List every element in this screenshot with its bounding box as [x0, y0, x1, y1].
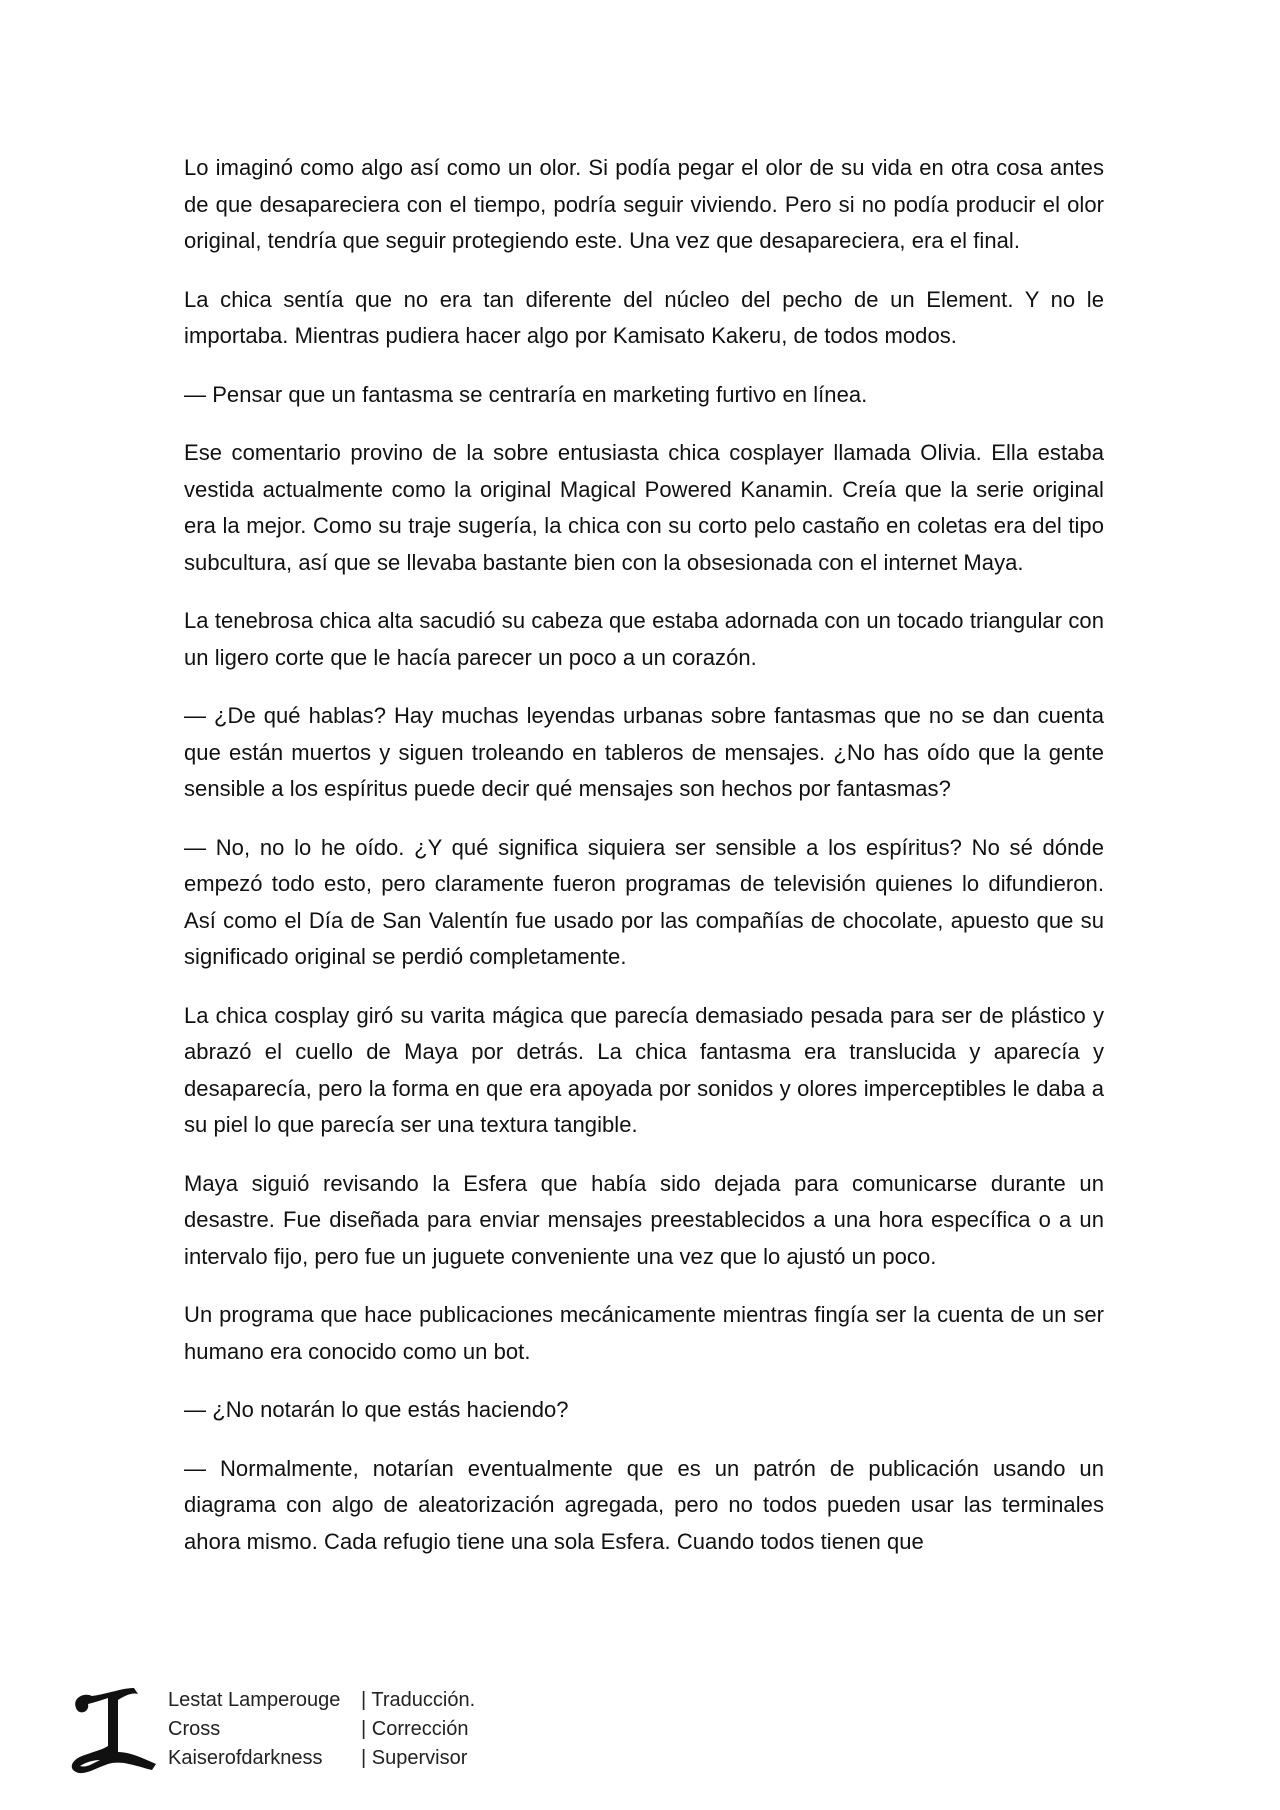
credit-name: Cross [168, 1718, 221, 1740]
credit-name: Kaiserofdarkness [168, 1747, 323, 1769]
paragraph-7: — No, no lo he oído. ¿Y qué significa siquiera ser sensible a los espíritus? No sé dónde empezó todo esto, pero claramente fueron programas de televisión quienes lo difundieron. Así como el Día de San Valentín fue usado por las compañías de chocolate, apuesto que su significado original se perdió completamente. [184, 834, 1104, 969]
paragraph-9: Maya siguió revisando la Esfera que había sido dejada para comunicarse durante un desastre. Fue diseñada para enviar mensajes preestablecidos a una hora específica o a un intervalo fijo, pero fue un juguete conveniente una vez que lo ajustó un poco. [184, 1170, 1104, 1269]
credit-role: | Traducción. [361, 1689, 476, 1711]
credits-footer [62, 1686, 662, 1786]
credit-role: | Supervisor [361, 1747, 468, 1769]
credit-row [168, 1686, 475, 1715]
credits-list [168, 1686, 475, 1773]
credit-role: | Corrección [361, 1718, 469, 1740]
credit-row [168, 1715, 475, 1744]
credit-name: Lestat Lamperouge [168, 1689, 341, 1711]
paragraph-4: Ese comentario provino de la sobre entusiasta chica cosplayer llamada Olivia. Ella estaba vestida actualmente como la original Magical Powered Kanamin. Creía que la serie original era la mejor. Como su traje sugería, la chica con su corto pelo castaño en coletas era del tipo subcultura, así que se llevaba bastante bien con la obsesionada con el internet Maya. [184, 440, 1104, 575]
paragraph-1: Lo imaginó como algo así como un olor. Si podía pegar el olor de su vida en otra cosa antes de que desapareciera con el tiempo, podría seguir viviendo. Pero si no podía producir el olor original, tendría que seguir protegiendo este. Una vez que desapareciera, era el final. [184, 155, 1104, 253]
paragraph-10: Un programa que hace publicaciones mecánicamente mientras fingía ser la cuenta de un ser humano era conocido como un bot. [184, 1302, 1104, 1364]
paragraph-12: — Normalmente, notarían eventualmente que es un patrón de publicación usando un diagrama con algo de aleatorización agregada, pero no todos pueden usar las terminales ahora mismo. Cada refugio tiene una sola Esfera. Cuando todos tienen que [184, 1455, 1104, 1554]
credit-row [168, 1744, 475, 1773]
paragraph-6: — ¿De qué hablas? Hay muchas leyendas urbanas sobre fantasmas que no se dan cuenta que están muertos y siguen troleando en tableros de mensajes. ¿No has oído que la gente sensible a los espíritus puede decir qué mensajes son hechos por fantasmas? [184, 703, 1104, 801]
paragraph-5: La tenebrosa chica alta sacudió su cabeza que estaba adornada con un tocado triangular con un ligero corte que le hacía parecer un poco a un corazón. [184, 608, 1104, 670]
paragraph-8: La chica cosplay giró su varita mágica que parecía demasiado pesada para ser de plástico y abrazó el cuello de Maya por detrás. La chica fantasma era translucida y aparecía y desaparecía, pero la forma en que era apoyada por sonidos y olores imperceptibles le daba a su piel lo que parecía ser una textura tangible. [184, 1002, 1104, 1137]
gothic-l-logo-icon [62, 1686, 162, 1776]
paragraph-11: — ¿No notarán lo que estás haciendo? [184, 1397, 569, 1422]
paragraph-2: La chica sentía que no era tan diferente del núcleo del pecho de un Element. Y no le importaba. Mientras pudiera hacer algo por Kamisato Kakeru, de todos modos. [184, 286, 1104, 348]
page-body [184, 150, 1104, 1582]
paragraph-3: — Pensar que un fantasma se centraría en marketing furtivo en línea. [184, 381, 868, 407]
